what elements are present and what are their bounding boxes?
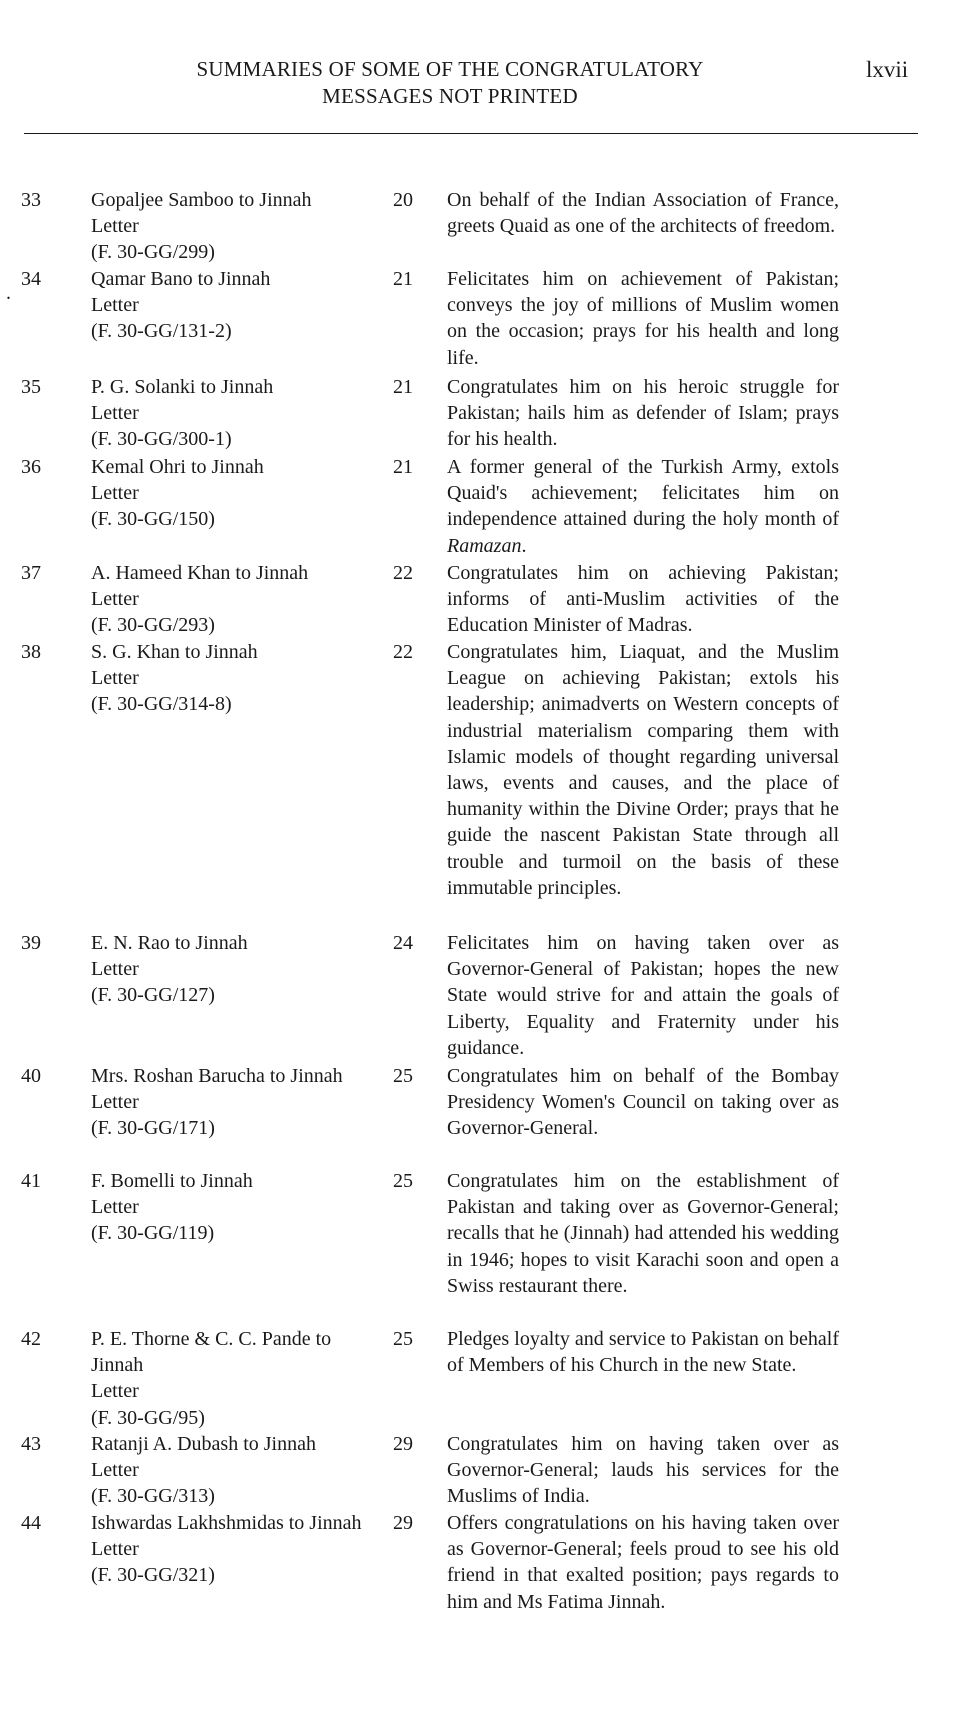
- entry-correspondent: Mrs. Roshan Barucha to Jinnah: [91, 1065, 343, 1087]
- entry-reference: (F. 30-GG/150): [91, 508, 215, 531]
- page-number: lxvii: [866, 57, 909, 82]
- entry-reference: (F. 30-GG/95): [91, 1406, 205, 1429]
- entry-correspondent: E. N. Rao to Jinnah: [91, 932, 248, 954]
- entry-number: 44: [21, 1512, 41, 1534]
- entry-summary: Offers congratulations on his having taken over as Governor-General; feels proud to see his old friend in that exalted position; pays regards to him and Ms Fatima Jinnah.: [447, 1512, 839, 1613]
- entry-source: [91, 560, 369, 639]
- entry-correspondent: Ratanji A. Dubash to Jinnah: [91, 1433, 316, 1455]
- entry-source: [91, 930, 369, 1009]
- entry-summary: Pledges loyalty and service to Pakistan on behalf of Members of his Church in the new State.: [447, 1328, 839, 1377]
- entry-summary: Congratulates him on having taken over as Governor-General; lauds his services for the Muslims of India.: [447, 1433, 839, 1508]
- entry-correspondent: Kemal Ohri to Jinnah: [91, 456, 264, 478]
- entry-number: 40: [21, 1065, 41, 1087]
- entry-number: 42: [21, 1328, 41, 1350]
- entry-summary: Congratulates him on behalf of the Bombay Presidency Women's Council on taking over as Governor-General.: [447, 1065, 839, 1140]
- entry-correspondent: Qamar Bano to Jinnah: [91, 268, 271, 290]
- page-title-line-2: MESSAGES NOT PRINTED: [322, 84, 578, 108]
- entry-day: 21: [393, 376, 413, 398]
- entry-correspondent: Gopaljee Samboo to Jinnah: [91, 189, 312, 211]
- entry-summary: Felicitates him on achievement of Pakistan; conveys the joy of millions of Muslim women on the occasion; prays for his health and long life.: [447, 268, 839, 369]
- entry-source: [91, 1326, 369, 1431]
- entry-reference: (F. 30-GG/299): [91, 241, 215, 264]
- entry-reference: (F. 30-GG/314-8): [91, 693, 232, 716]
- entry-source: [91, 266, 369, 345]
- running-header: [0, 56, 968, 116]
- page-title: [170, 56, 730, 110]
- entry-day: 25: [393, 1170, 413, 1192]
- margin-mark: .: [6, 282, 11, 304]
- header-rule: [24, 133, 918, 134]
- entry-type: Letter: [91, 1196, 139, 1219]
- entry-type: Letter: [91, 215, 139, 238]
- entry-reference: (F. 30-GG/293): [91, 614, 215, 637]
- entry-summary: Congratulates him on his heroic struggle for Pakistan; hails him as defender of Islam; prays for his health.: [447, 376, 839, 451]
- entry-day: 25: [393, 1328, 413, 1350]
- entry-day: 25: [393, 1065, 413, 1087]
- entry-type: Letter: [91, 1538, 139, 1561]
- entry-summary: Congratulates him, Liaquat, and the Muslim League on achieving Pakistan; extols his leadership; animadverts on Western concepts of industrial materialism comparing them with Islamic models of thought regarding universal laws, events and causes, and the place of humanity within the Divine Order; prays that he guide the nascent Pakistan State through all trouble and turmoil on the basis of these immutable principles.: [447, 641, 839, 899]
- entry-source: [91, 454, 369, 533]
- entry-summary: On behalf of the Indian Association of France, greets Quaid as one of the architects of freedom.: [447, 189, 839, 238]
- entry-day: 22: [393, 641, 413, 663]
- entry-source: [91, 187, 369, 266]
- entry-type: Letter: [91, 958, 139, 981]
- entry-source: [91, 1063, 369, 1142]
- entry-number: 38: [21, 641, 41, 663]
- entry-day: 21: [393, 268, 413, 290]
- entry-day: 21: [393, 456, 413, 478]
- entry-day: 20: [393, 189, 413, 211]
- entry-number: 34: [21, 268, 41, 290]
- entry-type: Letter: [91, 588, 139, 611]
- entry-reference: (F. 30-GG/171): [91, 1117, 215, 1140]
- entry-type: Letter: [91, 482, 139, 505]
- entry-correspondent: A. Hameed Khan to Jinnah: [91, 562, 309, 584]
- entry-day: 22: [393, 562, 413, 584]
- entry-summary: Congratulates him on the establishment of Pakistan and taking over as Governor-General; recalls that he (Jinnah) had attended his wedding in 1946; hopes to visit Karachi soon and open a Swiss restaurant there.: [447, 1170, 839, 1297]
- entry-correspondent: P. E. Thorne & C. C. Pande to Jinnah: [91, 1328, 332, 1377]
- entry-number: 33: [21, 189, 41, 211]
- entry-reference: (F. 30-GG/321): [91, 1564, 215, 1587]
- entry-source: [91, 1168, 369, 1247]
- entry-number: 41: [21, 1170, 41, 1192]
- entry-summary: Felicitates him on having taken over as Governor-General of Pakistan; hopes the new State would strive for and attain the goals of Liberty, Equality and Fraternity under his guidance.: [447, 932, 839, 1059]
- entry-source: [91, 639, 369, 718]
- entry-type: Letter: [91, 1380, 139, 1403]
- entry-summary: A former general of the Turkish Army, extols Quaid's achievement; felicitates him on independence attained during the holy month of Ramazan.: [447, 456, 839, 557]
- entry-reference: (F. 30-GG/127): [91, 984, 215, 1007]
- entry-reference: (F. 30-GG/119): [91, 1222, 215, 1245]
- entry-number: 37: [21, 562, 41, 584]
- entry-source: [91, 374, 369, 453]
- entry-source: [91, 1510, 369, 1589]
- entry-reference: (F. 30-GG/313): [91, 1485, 215, 1508]
- entry-type: Letter: [91, 294, 139, 317]
- entry-type: Letter: [91, 1091, 139, 1114]
- entry-number: 35: [21, 376, 41, 398]
- entry-correspondent: P. G. Solanki to Jinnah: [91, 376, 274, 398]
- entry-number: 43: [21, 1433, 41, 1455]
- entry-type: Letter: [91, 667, 139, 690]
- entry-correspondent: F. Bomelli to Jinnah: [91, 1170, 253, 1192]
- entry-correspondent: S. G. Khan to Jinnah: [91, 641, 258, 663]
- entry-reference: (F. 30-GG/131-2): [91, 320, 232, 343]
- entry-number: 39: [21, 932, 41, 954]
- entry-correspondent: Ishwardas Lakhshmidas to Jinnah: [91, 1512, 362, 1534]
- entry-day: 24: [393, 932, 413, 954]
- entry-type: Letter: [91, 1459, 139, 1482]
- entry-number: 36: [21, 456, 41, 478]
- entry-summary: Congratulates him on achieving Pakistan; informs of anti-Muslim activities of the Education Minister of Madras.: [447, 562, 839, 637]
- entry-type: Letter: [91, 402, 139, 425]
- entry-day: 29: [393, 1512, 413, 1534]
- entry-day: 29: [393, 1433, 413, 1455]
- entry-source: [91, 1431, 369, 1510]
- entry-reference: (F. 30-GG/300-1): [91, 428, 232, 451]
- page-title-line-1: SUMMARIES OF SOME OF THE CONGRATULATORY: [196, 57, 704, 81]
